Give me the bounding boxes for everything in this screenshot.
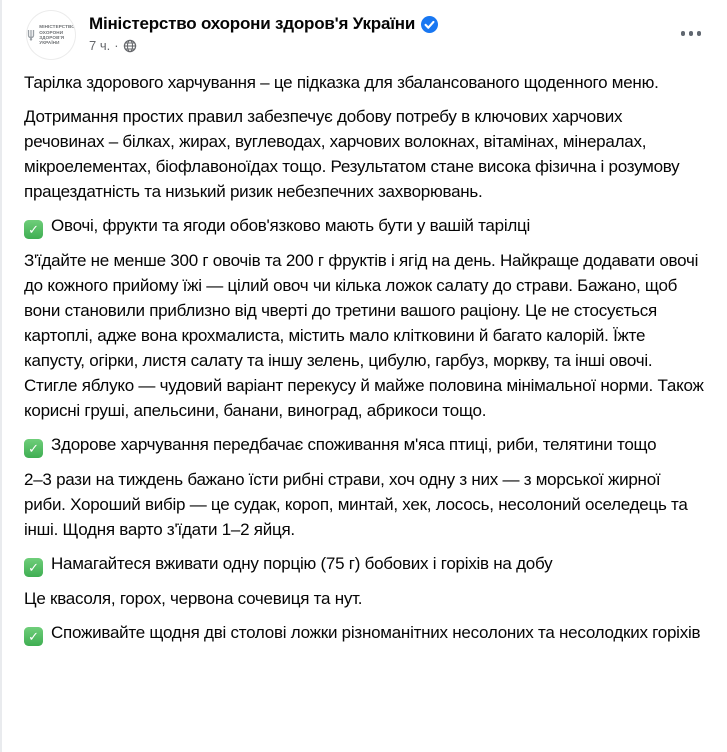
post-header xyxy=(2,0,727,63)
ellipsis-icon xyxy=(697,31,702,36)
avatar-org-text xyxy=(39,24,75,46)
globe-icon xyxy=(123,39,137,53)
post-paragraph: ✓ Намагайтеся вживати одну порцію (75 г) бобових і горіхів на добу xyxy=(24,551,705,577)
avatar-org-line: УКРАЇНИ xyxy=(39,40,60,46)
post-options-button[interactable] xyxy=(679,25,704,42)
post-timestamp: 7 ч. xyxy=(89,38,111,53)
check-emoji-icon: ✓ xyxy=(24,220,43,239)
header-text-block xyxy=(89,11,438,53)
verified-badge-icon xyxy=(421,16,438,33)
check-emoji-icon: ✓ xyxy=(24,627,43,646)
page-name-link[interactable]: Міністерство охорони здоров'я України xyxy=(89,14,416,33)
post-paragraph: Тарілка здорового харчування – це підказка для збалансованого щоденного меню. xyxy=(24,73,659,92)
post-paragraph: Це квасоля, горох, червона сочевиця та нут. xyxy=(24,589,363,608)
meta-separator: · xyxy=(114,38,119,53)
ellipsis-icon xyxy=(681,31,686,36)
ellipsis-icon xyxy=(689,31,694,36)
post-paragraph: З'їдайте не менше 300 г овочів та 200 г фруктів і ягід на день. Найкраще додавати овочі до кожного прийому їжі — цілий овоч чи кілька ложок салату до страви. Бажано, щоб вони становили приблизно від чверті до третини вашого раціону. Це не стосується картоплі, адже вона крохмалиста, містить мало клітковини й багато калорій. Їжте капусту, огірки, листя салату та іншу зелень, цибулю, гарбуз, моркву, та інші овочі. Стигле яблуко — чудовий варіант перекусу й майже половина мінімальної норми. Також корисні груші, апельсини, банани, виноград, абрикоси тощо. xyxy=(24,251,704,420)
post-meta-link[interactable] xyxy=(89,38,438,53)
check-emoji-icon: ✓ xyxy=(24,439,43,458)
page-avatar[interactable] xyxy=(27,11,75,59)
avatar-org-line: ОХОРОНИ xyxy=(39,29,64,35)
post-paragraph: Дотримання простих правил забезпечує добову потребу в ключових харчових речовинах – білках, жирах, вуглеводах, харчових волокнах, вітамінах, мінералах, мікроелементах, біофлавоноїдах тощо. Результатом стане висока фізична і розумову працездатність та низький ризик небезпечних захворювань. xyxy=(24,107,680,201)
post-paragraph: ✓ Овочі, фрукти та ягоди обов'язково мають бути у вашій тарілці xyxy=(24,213,705,239)
ukraine-trident-icon xyxy=(27,30,35,41)
avatar-org-line: МІНІСТЕРСТВО xyxy=(39,24,75,30)
post-paragraph: ✓ Здорове харчування передбачає споживання м'яса птиці, риби, телятини тощо xyxy=(24,432,705,458)
post-paragraph: 2–3 рази на тиждень бажано їсти рибні страви, хоч одну з них — з морської жирної риби. Хороший вибір — це судак, короп, минтай, хек, лосось, несолоний оселедець та інші. Щодня варто з'їдати 1–2 яйця. xyxy=(24,470,688,539)
avatar-org-line: ЗДОРОВ'Я xyxy=(39,35,65,40)
post-paragraph: ✓ Споживайте щодня дві столові ложки різноманітних несолоних та несолодких горіхів xyxy=(24,620,705,646)
check-emoji-icon: ✓ xyxy=(24,558,43,577)
post-body xyxy=(2,63,727,646)
